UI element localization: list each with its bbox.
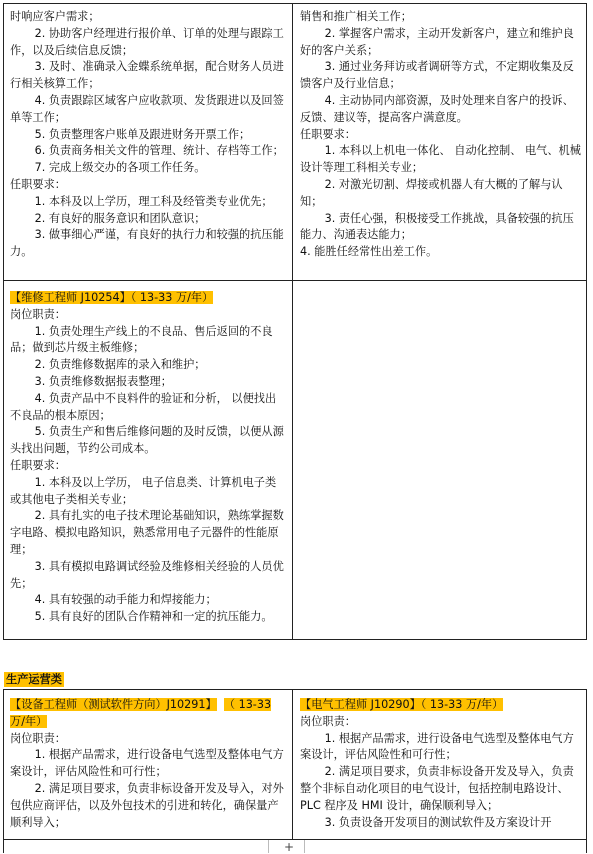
text-line: 1. 本科及以上学历，理工科及经管类专业优先； [34,194,273,208]
text-line: 1. 根据产品需求，进行设备电气选型及整体电气方案设计，评估风险性和可行性； [10,748,284,779]
job-title-highlight: 【电气工程师 J10290】 [300,698,421,711]
text-line: 3. 负责设备开发项目的测试软件及方案设计开 [324,815,552,829]
duties-heading: 岗位职责： [10,307,66,321]
salary-range: （ 13-33 万/年） [130,291,214,304]
section-title: 生产运营类 [6,673,62,686]
text-line: 4. 负责产品中不良料件的验证和分析， 以便找出不良品的根本原因； [10,391,277,422]
text-line: 2. 协助客户经理进行报价单、订单的处理与跟踪工作，以及后续信息反馈； [10,26,284,57]
ruler-tick [268,840,269,853]
text-line: 销售和推广相关工作； [300,10,412,23]
equipment-engineer-cell [3,697,292,839]
text-line: 3. 责任心强，积极接受工作挑战，具备较强的抗压能力、沟通表达能力； [300,211,574,242]
job-title [300,697,581,714]
maintenance-engineer-cell [3,290,292,640]
job-title [10,697,286,714]
plus-cursor-icon: + [284,840,295,854]
duties-heading: 岗位职责： [300,714,356,728]
sales-assistant-cell [3,9,292,280]
text-line: 3. 做事细心严谨，有良好的执行力和较强的抗压能力。 [10,228,284,259]
text-line: 2. 掌握客户需求，主动开发新客户，建立和维护良好的客户关系； [300,26,574,57]
text-line: 5. 具有良好的团队合作精神和一定的抗压能力。 [34,610,273,624]
text-line: 2. 满足项目要求，负责非标设备开发及导入，负责整个非标自动化项目的电气设计，包括控制电路设计、PLC 程序及 HMI 设计，确保顺利导入； [300,765,574,812]
text-line: 2. 对激光切割、焊接或机器人有大概的了解与认知； [300,177,563,208]
requirements-heading: 任职要求： [10,177,66,191]
requirements-heading: 任职要求： [300,127,356,141]
salary-range: （ 13-33 万/年） [420,698,504,711]
salary-range-continued: 万/年） [10,714,48,728]
text-line: 4. 负责跟踪区域客户应收款项、发货跟进以及回签单等工作； [10,93,284,124]
table1-row-divider [3,280,587,281]
text-line: 2. 负责维修数据库的录入和维护； [34,358,206,372]
text-line: 4. 主动协同内部资源，及时处理来自客户的投诉、反馈、建议等，提高客户满意度。 [300,93,574,124]
table2-bottom-border [3,839,587,840]
job-title [10,290,286,307]
text-line: 6. 负责商务相关文件的管理、统计、存档等工作； [34,144,284,158]
text-line: 7. 完成上级交办的各项工作任务。 [34,161,206,175]
text-line: 5. 负责整理客户账单及跟进财务开票工作； [34,127,251,141]
text-line: 5. 负责生产和售后维修问题的及时反馈，以便从源头找出问题，节约公司成本。 [10,425,284,456]
electrical-engineer-cell [293,697,587,839]
text-line: 时响应客户需求； [10,10,100,23]
text-line: 2. 满足项目要求，负责非标设备开发及导入，对外包供应商评估，以及外包技术的引进和转化，确保量产顺利导入； [10,781,284,829]
text-line: 4. 能胜任经常性出差工作。 [300,245,438,259]
duties-heading: 岗位职责： [10,731,66,745]
text-line: 1. 本科以上机电一体化、 自动化控制、 电气、机械设计等理工科相关专业； [300,144,581,175]
text-line: 2. 具有扎实的电子技术理论基础知识，熟练掌握数字电路、模拟电路知识，熟悉常用电子元器件的性能原理； [10,509,284,556]
ruler-tick [304,840,305,853]
text-line: 1. 负责处理生产线上的不良品、售后返回的不良品；做到芯片级主板维修； [10,324,273,355]
requirements-heading: 任职要求： [10,458,66,472]
text-line: 1. 本科及以上学历， 电子信息类、计算机电子类或其他电子类相关专业； [10,475,277,506]
text-line: 1. 根据产品需求，进行设备电气选型及整体电气方案设计，评估风险性和可行性； [300,731,574,762]
text-line: 3. 负责维修数据报表整理； [34,374,172,388]
text-line: 3. 通过业务拜访或者调研等方式，不定期收集及反馈客户及行业信息； [300,60,574,91]
job-title-highlight: 【设备工程师（测试软件方向）J10291】 [10,698,217,711]
text-line: 2. 有良好的服务意识和团队意识； [34,211,206,225]
text-line: 3. 具有模拟电路调试经验及维修相关经验的人员优先； [10,559,284,590]
text-line: 4. 具有较强的动手能力和焊接能力； [34,593,217,607]
salary-range: （ 13-33 [223,698,272,711]
text-line: 3. 及时、准确录入金蝶系统单据，配合财务人员进行相关核算工作； [10,60,284,91]
sales-engineer-cell [293,9,587,280]
job-title-highlight: 【维修工程师 J10254】 [10,291,131,304]
